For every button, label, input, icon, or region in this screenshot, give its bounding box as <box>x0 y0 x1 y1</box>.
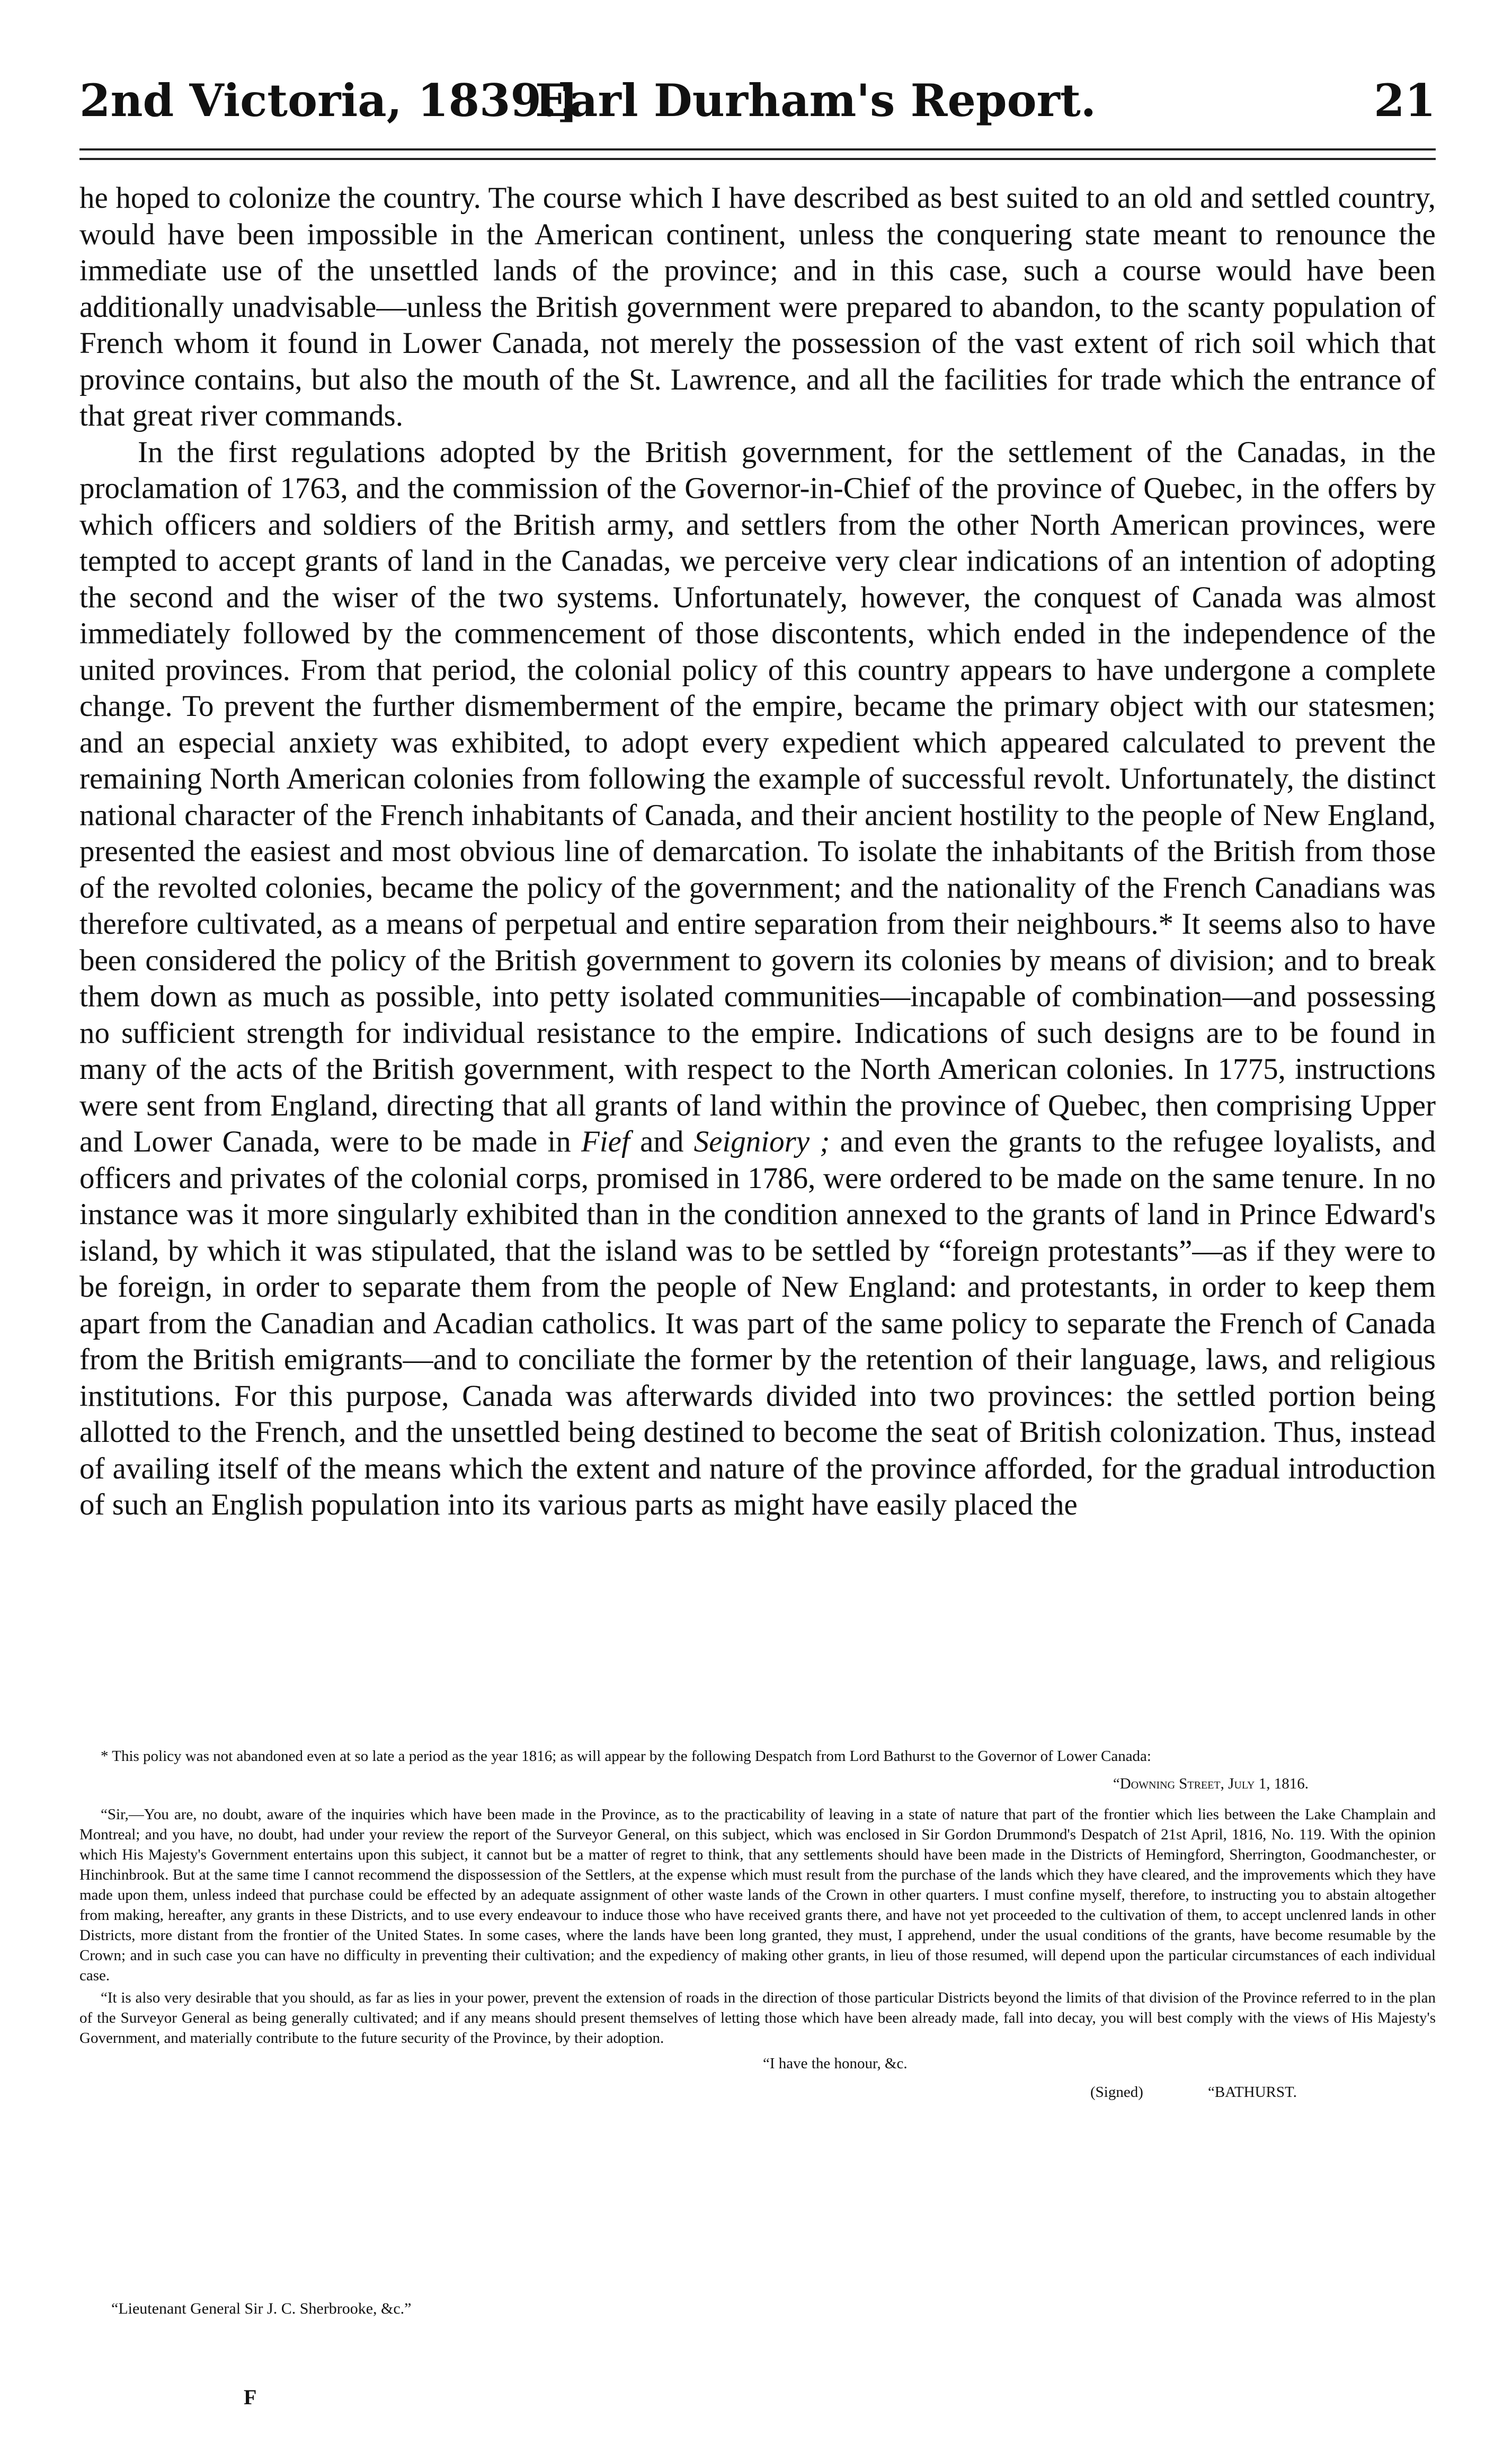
footnote-block <box>79 1746 1436 2109</box>
paragraph-regulations <box>79 435 1436 1524</box>
page <box>79 64 1436 2438</box>
page-header <box>79 64 1436 143</box>
paragraph-part-2: and even the grants to the refugee loyalists, and officers and privates of the colonial corps, promised in 1786, were ordered to be made on the same tenure. In no instance was it more singularly exhibited than in the condition annexed to the grants of land in Prince Edward's island, by which it was stipulated, that the island was to be settled by “foreign protestants”—as if they were to be foreign, in order to separate them from the people of New England: and protestants, in order to keep them apart from the Canadian and Acadian catholics. It was part of the same policy to separate the French of Canada from the British emigrants—and to conciliate the former by the retention of their language, laws, and religious institutions. For this purpose, Canada was afterwards divided into two provinces: the settled portion being allotted to the French, and the unsettled being destined to become the seat of British colonization. Thus, instead of availing itself of the means which the extent and nature of the province afforded, for the gradual introduction of such an English population into its various parts as might have easily placed the <box>79 1125 1436 1521</box>
signatory-name: “BATHURST. <box>1208 2084 1297 2101</box>
page-number: 21 <box>1374 74 1436 127</box>
paragraph-continuation: he hoped to colonize the country. The course which I have described as best suited to an old and settled country, would have been impossible in the American continent, unless the conquering state meant to renounce the immediate use of the unsettled lands of the province; and in this case, such a course would have been additionally unadvisable—unless the British government were prepared to abandon, to the scanty population of French whom it found in Lower Canada, not merely the possession of the vast extent of rich soil which that province contains, but also the mouth of the St. Lawrence, and all the facilities for trade which the entrance of that great river commands. <box>79 181 1436 432</box>
footnote-intro: * This policy was not abandoned even at so late a period as the year 1816; as will appear by the following Despatch from Lord Bathurst to the Governor of Lower Canada: <box>101 1748 1151 1765</box>
printer-signature-mark: F <box>244 2385 257 2409</box>
despatch-addressee: “Lieutenant General Sir J. C. Sherbrooke, &c.” <box>111 2300 412 2317</box>
running-head-left: 2nd Victoria, 1839.] <box>79 74 578 127</box>
despatch-dateline: “Downing Street, July 1, 1816. <box>1113 1775 1309 1792</box>
conjunction-and: and <box>629 1125 694 1158</box>
signed-label: (Signed) <box>1090 2084 1143 2101</box>
term-seigniory: Seigniory ; <box>693 1125 830 1158</box>
despatch-paragraph-2: “It is also very desirable that you should, as far as lies in your power, prevent the extension of roads in the direction of those particular Districts beyond the limits of that division of the Province referred to in the plan of the Surveyor General as being generally cultivated; and if any means should present themselves of letting those which have been already made, fall into decay, you will best comply with the views of His Majesty's Government, and materially contribute to the future security of the Province, by their adoption. <box>79 1989 1436 2047</box>
term-fief: Fief <box>581 1125 630 1158</box>
header-double-rule <box>79 148 1436 160</box>
paragraph-part-1: In the first regulations adopted by the British government, for the settlement of the Canadas, in the proclamation of 1763, and the commission of the Governor-in-Chief of the province of Quebec, in the offers by which officers and soldiers of the British army, and settlers from the other North American provinces, were tempted to accept grants of land in the Canadas, we perceive very clear indications of an intention of adopting the second and the wiser of the two systems. Unfortunately, however, the conquest of Canada was almost immediately followed by the commencement of those discontents, which ended in the independence of the united provinces. From that period, the colonial policy of this country appears to have undergone a complete change. To prevent the further dismemberment of the empire, became the primary object with our statesmen; and an especial anxiety was exhibited, to adopt every expedient which appeared calculated to prevent the remaining North American colonies from following the example of successful revolt. Unfortunately, the distinct national character of the French inhabitants of Canada, and their ancient hostility to the people of New England, presented the easiest and most obvious line of demarcation. To isolate the inhabitants of the British from those of the revolted colonies, became the policy of the government; and the nationality of the French Canadians was therefore cultivated, as a means of perpetual and entire separation from their neighbours.* It seems also to have been considered the policy of the British government to govern its colonies by means of division; and to break them down as much as possible, into petty isolated communities—incapable of combination—and possessing no sufficient strength for individual resistance to the empire. Indications of such designs are to be found in many of the acts of the British government, with respect to the North American colonies. In 1775, instructions were sent from England, directing that all grants of land within the province of Quebec, then comprising Upper and Lower Canada, were to be made in <box>79 435 1436 1158</box>
despatch-closing: “I have the honour, &c. <box>763 2055 908 2072</box>
running-head-title: Earl Durham's Report. <box>535 74 1096 127</box>
despatch-paragraph-1: “Sir,—You are, no doubt, aware of the inquiries which have been made in the Province, as to the practicability of leaving in a state of nature that part of the frontier which lies between the Lake Champlain and Montreal; and you have, no doubt, had under your review the report of the Surveyor General, on this subject, which was enclosed in Sir Gordon Drummond's Despatch of 21st April, 1816, No. 119. With the opinion which His Majesty's Government entertains upon this subject, it cannot but be a matter of regret to think, that any settlements should have been made in the Districts of Hemingford, Sherrington, Goodmanchester, or Hinchinbrook. But at the same time I cannot recommend the dispossession of the Settlers, at the expense which must result from the purchase of the lands which they have cleared, and the improvements which they have made upon them, unless indeed that purchase could be effected by an adequate assignment of other waste lands of the Crown in other quarters. I must confine myself, therefore, to instructing you to abstain altogether from making, hereafter, any grants in these Districts, and to use every endeavour to induce those who have received grants there, and have not yet proceeded to the cultivation of them, to accept unclenred lands in other Districts, more distant from the frontier of the United States. In some cases, where the lands have been long granted, they must, I apprehend, under the usual conditions of the grants, have become resumable by the Crown; and in such case you can have no difficulty in preventing their cultivation; and the expediency of making other grants, in lieu of those resumed, will depend upon the particular circumstances of each individual case. <box>79 1806 1436 1984</box>
signature-row <box>79 2077 1436 2109</box>
main-text <box>79 180 1436 1524</box>
